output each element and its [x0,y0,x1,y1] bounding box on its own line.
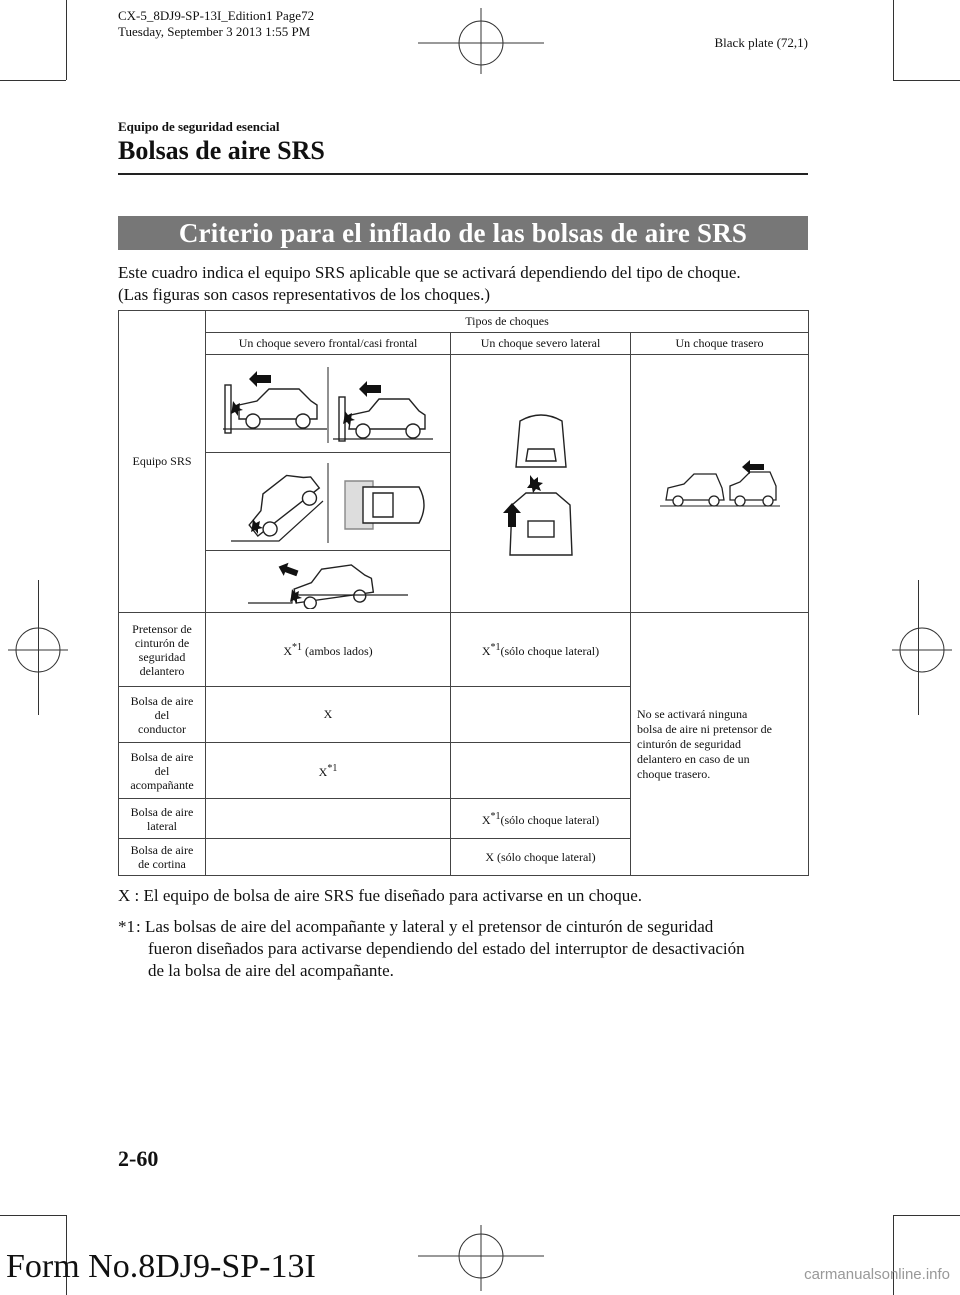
footnote-ref: *1 [292,642,302,653]
frontal-collision-illustration [206,453,451,551]
footnote-ref: *1 [490,811,501,822]
cell-lateral [451,743,631,799]
cell-value: X [323,707,333,721]
footnote-line: de la bolsa de aire del acompañante. [148,961,394,980]
row-label-line: lateral [147,818,177,833]
row-label-line: Bolsa de aire [130,693,194,708]
banner-title: Criterio para el inflado de las bolsas de aire SRS [118,216,808,250]
plate-label: Black plate (72,1) [714,35,808,50]
column-header-rear: Un choque trasero [631,333,809,355]
crop-mark [893,80,960,81]
watermark: carmanualsonline.info [804,1266,950,1283]
registration-mark [8,620,68,680]
lateral-collision-illustration [451,355,631,613]
registration-mark [418,1225,544,1291]
footnote-ref: *1 [490,642,501,653]
row-label-line: Bolsa de aire [130,804,194,819]
crop-mark [66,0,67,80]
crop-mark [893,1215,894,1295]
cell-lateral [451,687,631,743]
row-label-line: del [154,707,170,722]
rear-note-line: delantero en caso de un [637,751,750,766]
row-label-line: del [154,763,170,778]
curb-frontal-collision-icon [248,555,408,609]
rear-note-line: No se activará ninguna [637,706,748,721]
row-label-side-airbag [119,799,206,839]
row-label-passenger-airbag [119,743,206,799]
footnote-line: : Las bolsas de aire del acompañante y lateral y el pretensor de cinturón de seguridad [136,917,714,936]
row-label-line: delantero [139,663,185,678]
cell-value: X [283,644,292,658]
frontal-collision-illustration [206,355,451,453]
print-file-line: CX-5_8DJ9-SP-13I_Edition1 Page72 [118,8,315,23]
row-label-seatbelt-pretensioner [119,613,206,687]
rear-note-line: choque trasero. [637,766,711,781]
registration-mark [418,8,544,74]
x-definition: X : El equipo de bolsa de aire SRS fue diseñado para activarse en un choque. [118,886,643,905]
rear-note-line: cinturón de seguridad [637,736,741,751]
footnote-mark: *1 [118,917,135,936]
frontal-collision-illustration [206,551,451,613]
group-header: Tipos de choques [206,311,809,333]
row-label-line: Bolsa de aire [130,749,194,764]
crop-mark [893,1215,960,1216]
row-label-curtain-airbag [119,839,206,876]
cell-frontal [206,687,451,743]
column-header-frontal: Un choque severo frontal/casi frontal [206,333,451,355]
rear-collision-note [631,613,809,876]
cell-frontal [206,839,451,876]
crop-mark [0,80,66,81]
row-label-driver-airbag [119,687,206,743]
intro-line: (Las figuras son casos representativos de los choques.) [118,285,491,304]
rear-collision-illustration [631,355,809,613]
section-label: Equipo de seguridad esencial [118,119,280,134]
equipment-header: Equipo SRS [132,454,192,468]
column-header-lateral: Un choque severo lateral [451,333,631,355]
row-label-line: acompañante [130,777,194,792]
lateral-collision-icon [486,409,596,559]
rear-collision-icon [660,454,780,514]
title-rule [118,173,808,175]
cell-lateral [451,613,631,687]
equipment-header-cell [119,311,206,613]
print-date-line: Tuesday, September 3 2013 1:55 PM [118,24,311,39]
cell-lateral [451,839,631,876]
form-number: Form No.8DJ9-SP-13I [6,1248,316,1285]
frontal-collision-icon [223,361,433,447]
row-label-line: seguridad [138,649,186,664]
registration-mark [892,620,952,680]
page-number: 2-60 [118,1146,159,1171]
srs-table [118,310,808,875]
intro-line: Este cuadro indica el equipo SRS aplicable que se activará dependiendo del tipo de choque. [118,263,741,282]
cell-frontal [206,799,451,839]
row-label-line: Pretensor de [132,621,192,636]
chapter-title: Bolsas de aire SRS [118,136,325,165]
crop-mark [893,0,894,80]
cell-frontal [206,613,451,687]
cell-value: X [481,813,491,827]
intro-text [118,262,818,306]
cell-value: X (sólo choque lateral) [485,849,596,864]
cell-suffix: (ambos lados) [302,644,373,658]
footnote-line: fueron diseñados para activarse dependiendo del estado del interruptor de desactivación [148,939,745,958]
angled-frontal-collision-icon [223,459,433,545]
row-label-line: de cortina [138,857,186,871]
row-label-line: cinturón de [134,635,190,650]
row-label-line: conductor [138,721,186,736]
cell-suffix: (sólo choque lateral) [500,813,600,827]
row-label-line: Bolsa de aire [130,843,194,857]
crop-mark [0,1215,66,1216]
print-metadata [118,8,314,40]
cell-lateral [451,799,631,839]
footnote-ref: *1 [327,763,338,774]
cell-frontal [206,743,451,799]
cell-value: X [318,765,328,779]
cell-suffix: (sólo choque lateral) [500,644,600,658]
footnote [118,916,818,982]
rear-note-line: bolsa de aire ni pretensor de [637,721,772,736]
cell-value: X [481,644,491,658]
